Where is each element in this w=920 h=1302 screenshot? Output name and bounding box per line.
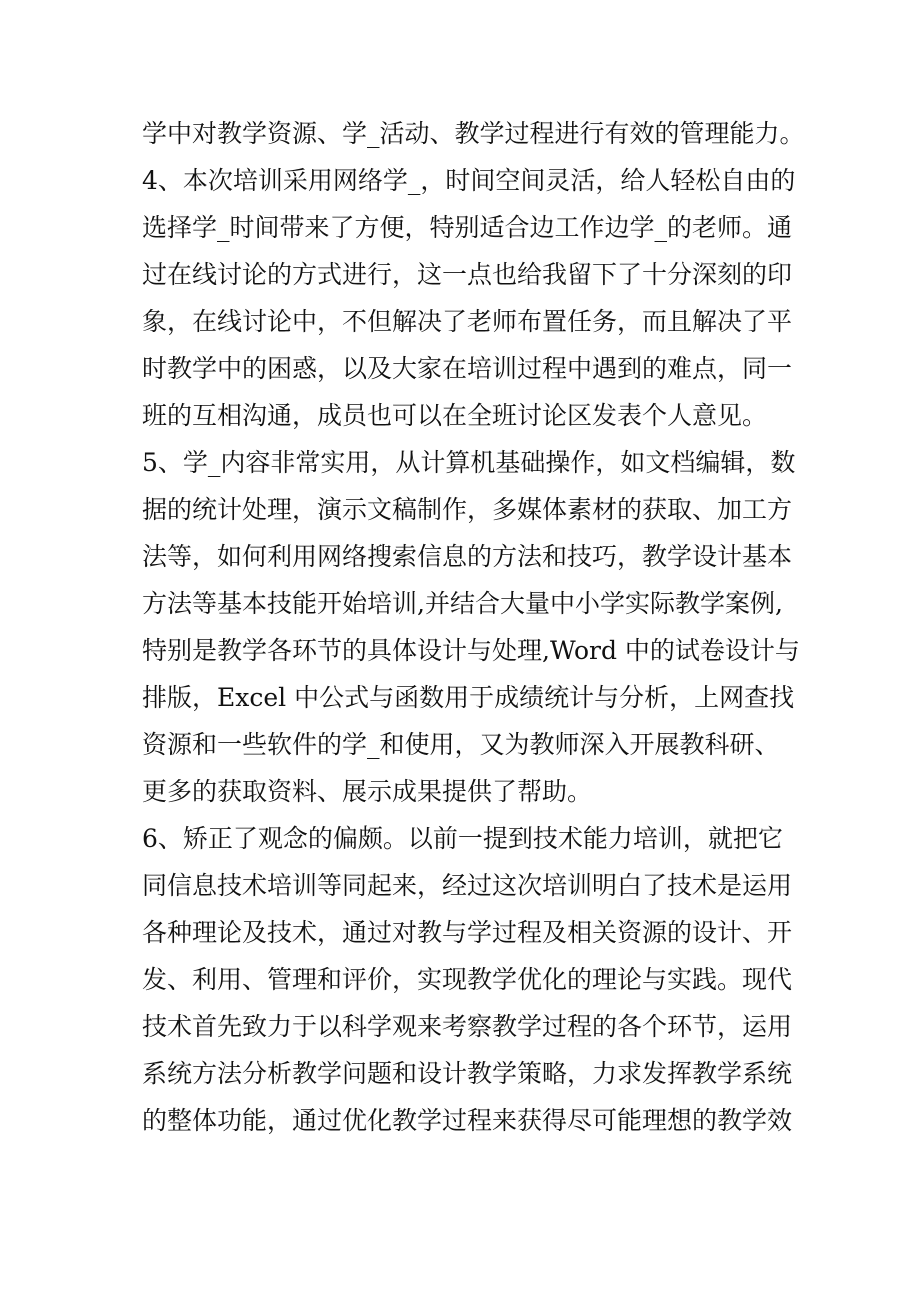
text-line: 更多的获取资料、展示成果提供了帮助。 — [142, 777, 593, 806]
text-line: 技术首先致力于以科学观来考察教学过程的各个环节，运用 — [142, 1012, 793, 1041]
text-line: 时教学中的困惑，以及大家在培训过程中遇到的难点，同一 — [142, 354, 793, 383]
text-line: 6、矫正了观念的偏颇。以前一提到技术能力培训，就把它 — [142, 824, 783, 853]
text-line: 据的统计处理，演示文稿制作，多媒体素材的获取、加工方 — [142, 495, 793, 524]
text-line: 班的互相沟通，成员也可以在全班讨论区发表个人意见。 — [142, 401, 768, 430]
text-line: 特别是教学各环节的具体设计与处理,Word 中的试卷设计与 — [142, 636, 800, 665]
text-line: 4、本次培训采用网络学_，时间空间灵活，给人轻松自由的 — [142, 166, 796, 195]
text-line: 的整体功能，通过优化教学过程来获得尽可能理想的教学效 — [142, 1106, 793, 1135]
text-line: 5、学_内容非常实用，从计算机基础操作，如文档编辑，数 — [142, 448, 796, 477]
text-line: 选择学_时间带来了方便，特别适合边工作边学_的老师。通 — [142, 213, 793, 242]
text-line: 象，在线讨论中，不但解决了老师布置任务，而且解决了平 — [142, 307, 793, 336]
text-line: 学中对教学资源、学_活动、教学过程进行有效的管理能力。 — [142, 119, 805, 148]
text-line: 发、利用、管理和评价，实现教学优化的理论与实践。现代 — [142, 965, 793, 994]
document-body — [142, 110, 822, 1144]
text-line: 方法等基本技能开始培训,并结合大量中小学实际教学案例, — [142, 589, 783, 618]
text-line: 排版，Excel 中公式与函数用于成绩统计与分析，上网查找 — [142, 683, 795, 712]
text-line: 系统方法分析教学问题和设计教学策略，力求发挥教学系统 — [142, 1059, 793, 1088]
text-line: 资源和一些软件的学_和使用，又为教师深入开展教科研、 — [142, 730, 780, 759]
text-line: 法等，如何利用网络搜索信息的方法和技巧，教学设计基本 — [142, 542, 793, 571]
text-line: 同信息技术培训等同起来，经过这次培训明白了技术是运用 — [142, 871, 793, 900]
text-line: 各种理论及技术，通过对教与学过程及相关资源的设计、开 — [142, 918, 793, 947]
text-line: 过在线讨论的方式进行，这一点也给我留下了十分深刻的印 — [142, 260, 793, 289]
